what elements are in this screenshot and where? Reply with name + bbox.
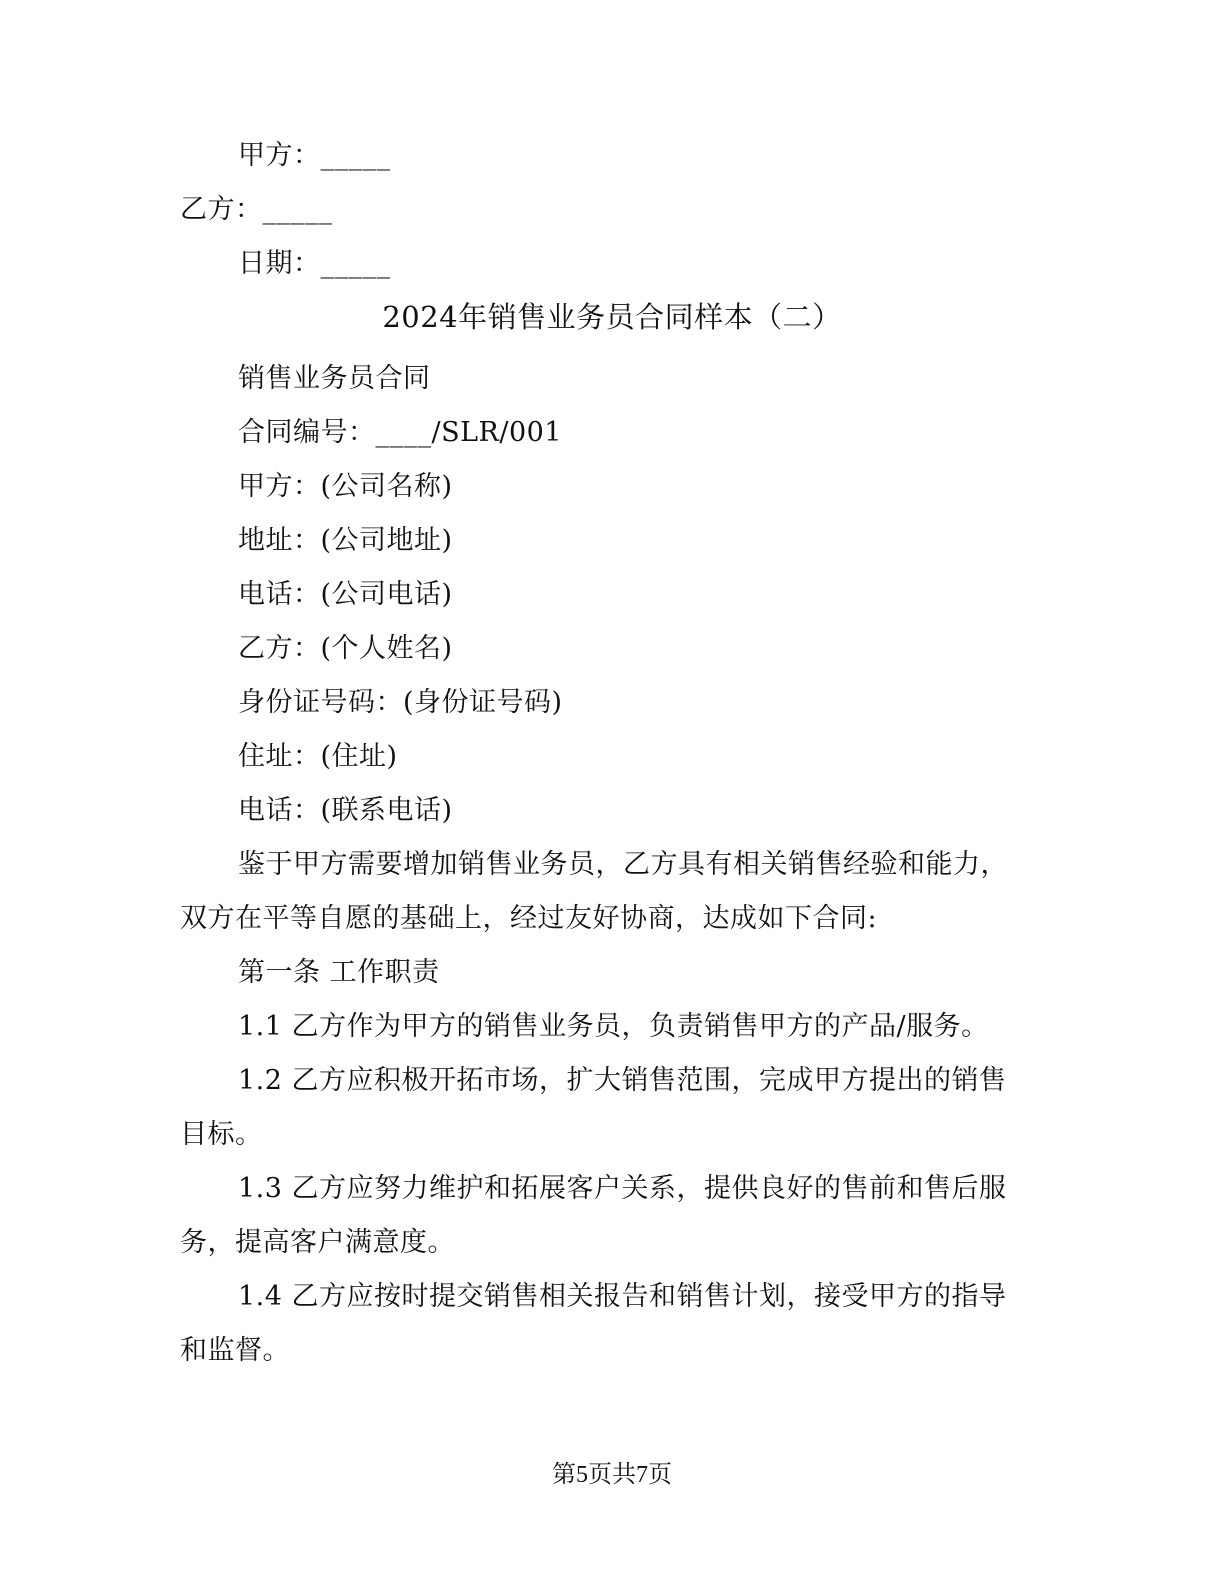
phone-a-line: 电话：(公司电话) (238, 579, 453, 610)
page-number: 第5页共7页 (552, 1462, 672, 1488)
article-1-heading: 第一条 工作职责 (238, 957, 440, 988)
clause-1-3-line-2: 务，提高客户满意度。 (180, 1227, 455, 1258)
document-title: 2024年销售业务员合同样本（二） (382, 300, 842, 334)
clause-1-2-line-1: 1.2 乙方应积极开拓市场，扩大销售范围，完成甲方提出的销售 (238, 1065, 1007, 1096)
clause-1-1: 1.1 乙方作为甲方的销售业务员，负责销售甲方的产品/服务。 (238, 1011, 989, 1042)
preamble-line-2: 双方在平等自愿的基础上，经过友好协商，达成如下合同: (180, 903, 878, 934)
clause-1-2-line-2: 目标。 (180, 1119, 263, 1150)
party-a-line: 甲方：(公司名称) (238, 471, 453, 502)
preamble-line-1: 鉴于甲方需要增加销售业务员，乙方具有相关销售经验和能力， (238, 849, 1008, 880)
party-b-line: 乙方：(个人姓名) (238, 633, 453, 664)
signature-date: 日期：_____ (238, 248, 391, 279)
clause-1-4-line-1: 1.4 乙方应按时提交销售相关报告和销售计划，接受甲方的指导 (238, 1281, 1007, 1312)
contract-name: 销售业务员合同 (238, 363, 431, 394)
address-line: 地址：(公司地址) (238, 525, 453, 556)
signature-party-b: 乙方：_____ (180, 194, 333, 225)
phone-b-line: 电话：(联系电话) (238, 795, 453, 826)
clause-1-4-line-2: 和监督。 (180, 1335, 290, 1366)
id-number-line: 身份证号码：(身份证号码) (238, 687, 563, 718)
residence-line: 住址：(住址) (238, 741, 398, 772)
contract-number: 合同编号：____/SLR/001 (238, 417, 562, 448)
clause-1-3-line-1: 1.3 乙方应努力维护和拓展客户关系，提供良好的售前和售后服 (238, 1173, 1007, 1204)
signature-party-a: 甲方：_____ (238, 140, 391, 171)
